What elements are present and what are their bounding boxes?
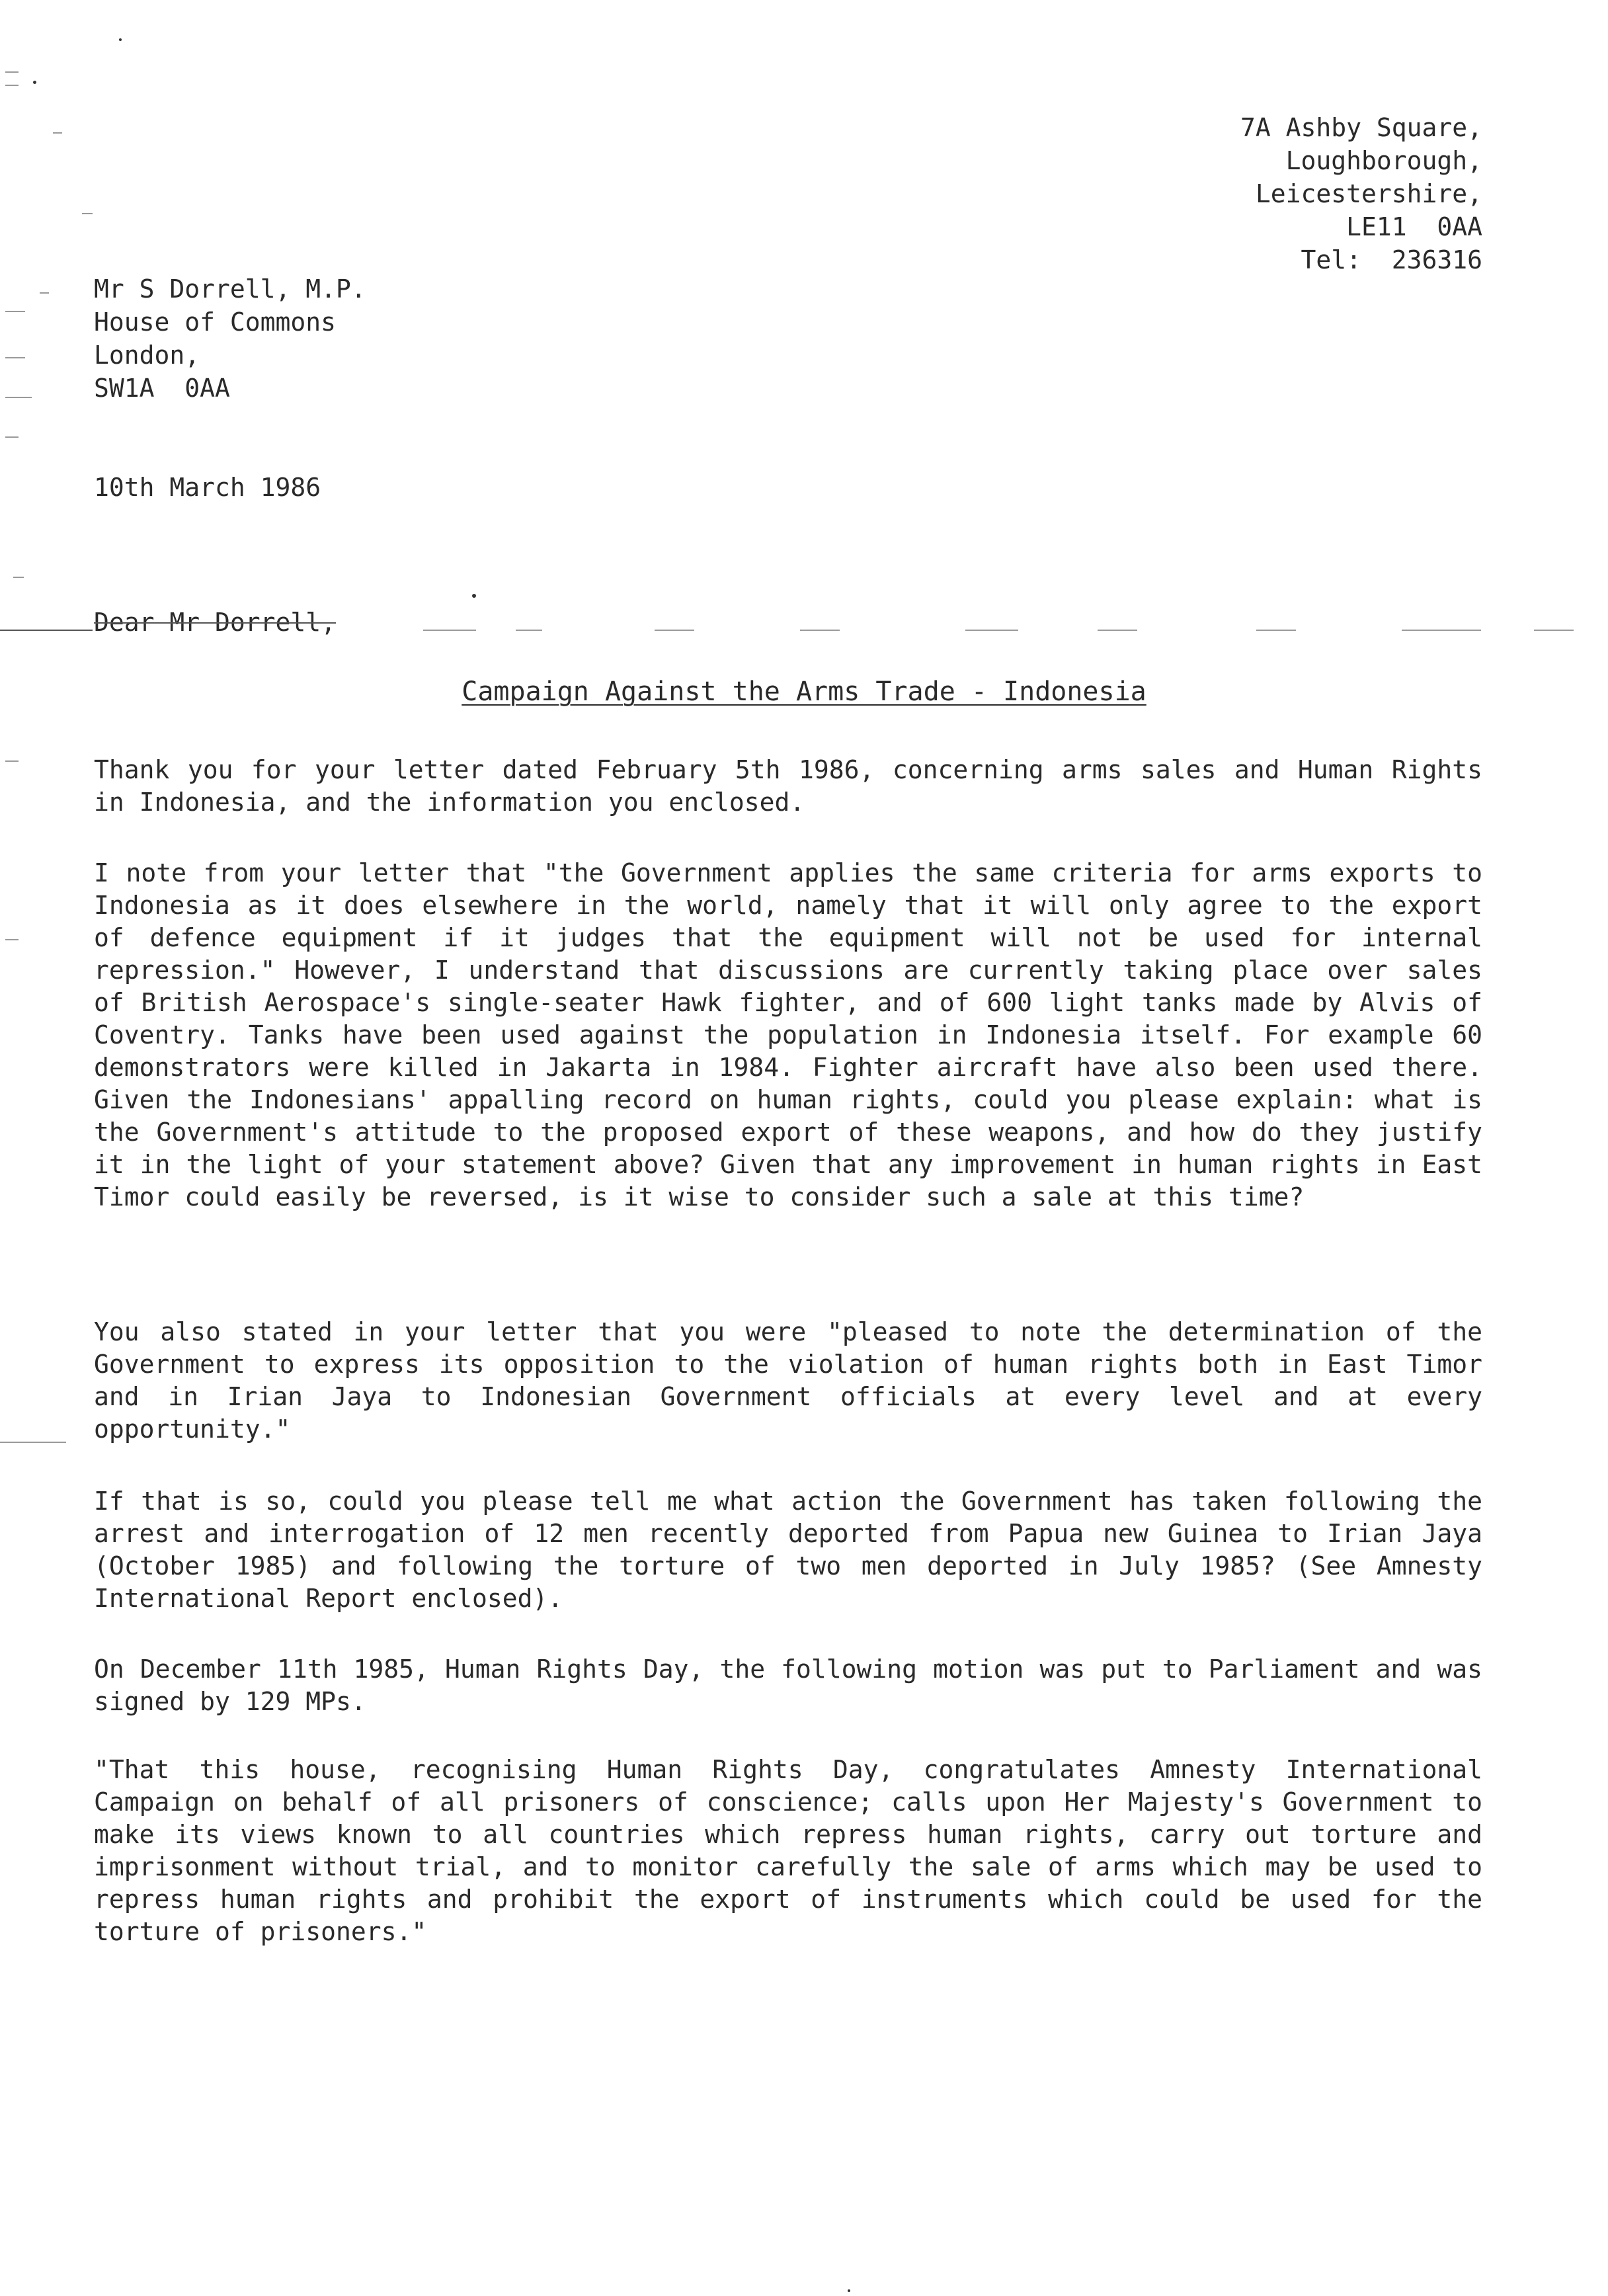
scan-speck (33, 81, 36, 84)
scan-artifact (40, 292, 49, 294)
scan-artifact (1402, 630, 1481, 631)
scan-artifact (5, 397, 32, 398)
sender-address (1240, 111, 1482, 276)
scan-artifact (0, 1442, 66, 1443)
body-paragraph: I note from your letter that "the Government applies the same criteria for arms exports to Indonesia as it does elsewhere in the world, namely that it will only agree to the export of defence equipment if it judges that the equipment will not be used for internal repression." However, I understand that discussions are currently taking place over sales of British Aerospace's single-seater Hawk fighter, and of 600 light tanks made by Alvis of Coventry. Tanks have been used against the population in Indonesia itself. For example 60 demonstrators were killed in Jakarta in 1984. Fighter aircraft have also been used there. Given the Indonesians' appalling record on human rights, could you please explain: what is the Government's attitude to the proposed export of these weapons, and how do they justify it in the light of your statement above? Given that any improvement in human rights in East Timor could easily be reversed, is it wise to consider such a sale at this time? (94, 858, 1482, 1211)
scan-artifact (5, 71, 19, 73)
body-paragraph: Thank you for your letter dated February 5th 1986, concerning arms sales and Human Rights in Indonesia, and the information you enclosed. (94, 755, 1482, 817)
scan-artifact (423, 630, 476, 631)
sender-address-line: Leicestershire, (1255, 179, 1482, 208)
scan-artifact (5, 85, 19, 86)
recipient-address-line: House of Commons (94, 308, 337, 337)
scan-artifact (516, 630, 542, 631)
scan-artifact (5, 311, 25, 312)
sender-address-line: 7A Ashby Square, (1240, 113, 1482, 142)
body-paragraph: On December 11th 1985, Human Rights Day, the following motion was put to Parliament and was signed by 129 MPs. (94, 1655, 1482, 1716)
quoted-motion: "That this house, recognising Human Rights Day, congratulates Amnesty International Campaign on behalf of all prisoners of conscience; calls upon Her Majesty's Government to make its views known to all countries which repress human rights, carry out torture and imprisonment without trial, and to monitor carefully the sale of arms which may be used to repress human rights and prohibit the export of instruments which could be used for the torture of prisoners." (94, 1755, 1482, 1946)
scan-artifact (965, 630, 1018, 631)
recipient-name: Mr S Dorrell, M.P. (94, 274, 366, 304)
subject-heading: Campaign Against the Arms Trade - Indonesia (462, 676, 1146, 707)
recipient-address (94, 272, 366, 405)
scan-artifact (0, 630, 93, 631)
scan-artifact (800, 630, 840, 631)
scan-artifact (1098, 630, 1137, 631)
scan-artifact (5, 939, 19, 940)
scan-artifact (5, 436, 19, 438)
scan-artifact (655, 630, 694, 631)
scan-artifact (5, 760, 19, 762)
scan-artifact (13, 577, 24, 578)
recipient-address-line: London, (94, 341, 200, 370)
body-paragraph: If that is so, could you please tell me what action the Government has taken following the arrest and interrogation of 12 men recently deported from Papua new Guinea to Irian Jaya (October 1985) and following the torture of two men deported in July 1985? (See Amnesty International Report enclosed). (94, 1487, 1482, 1613)
scan-artifact (82, 213, 93, 214)
scan-speck (472, 594, 476, 598)
scan-artifact (1534, 630, 1574, 631)
scan-artifact (5, 357, 25, 358)
salutation: Dear Mr Dorrell, (94, 608, 337, 637)
scan-speck (119, 38, 122, 41)
sender-phone: Tel: 236316 (1301, 245, 1482, 274)
scan-artifact (1256, 630, 1296, 631)
sender-address-line: LE11 0AA (1346, 212, 1482, 241)
letter-date: 10th March 1986 (94, 473, 321, 502)
scan-artifact (53, 132, 62, 134)
body-paragraph: You also stated in your letter that you were "pleased to note the determination of the Government to express its opposition to the violation of human rights both in East Timor and in Irian Jaya to Indonesian Government officials at every level and at every opportunity." (94, 1317, 1482, 1444)
scan-speck (848, 2289, 850, 2292)
sender-address-line: Loughborough, (1285, 146, 1482, 175)
recipient-address-line: SW1A 0AA (94, 374, 230, 403)
